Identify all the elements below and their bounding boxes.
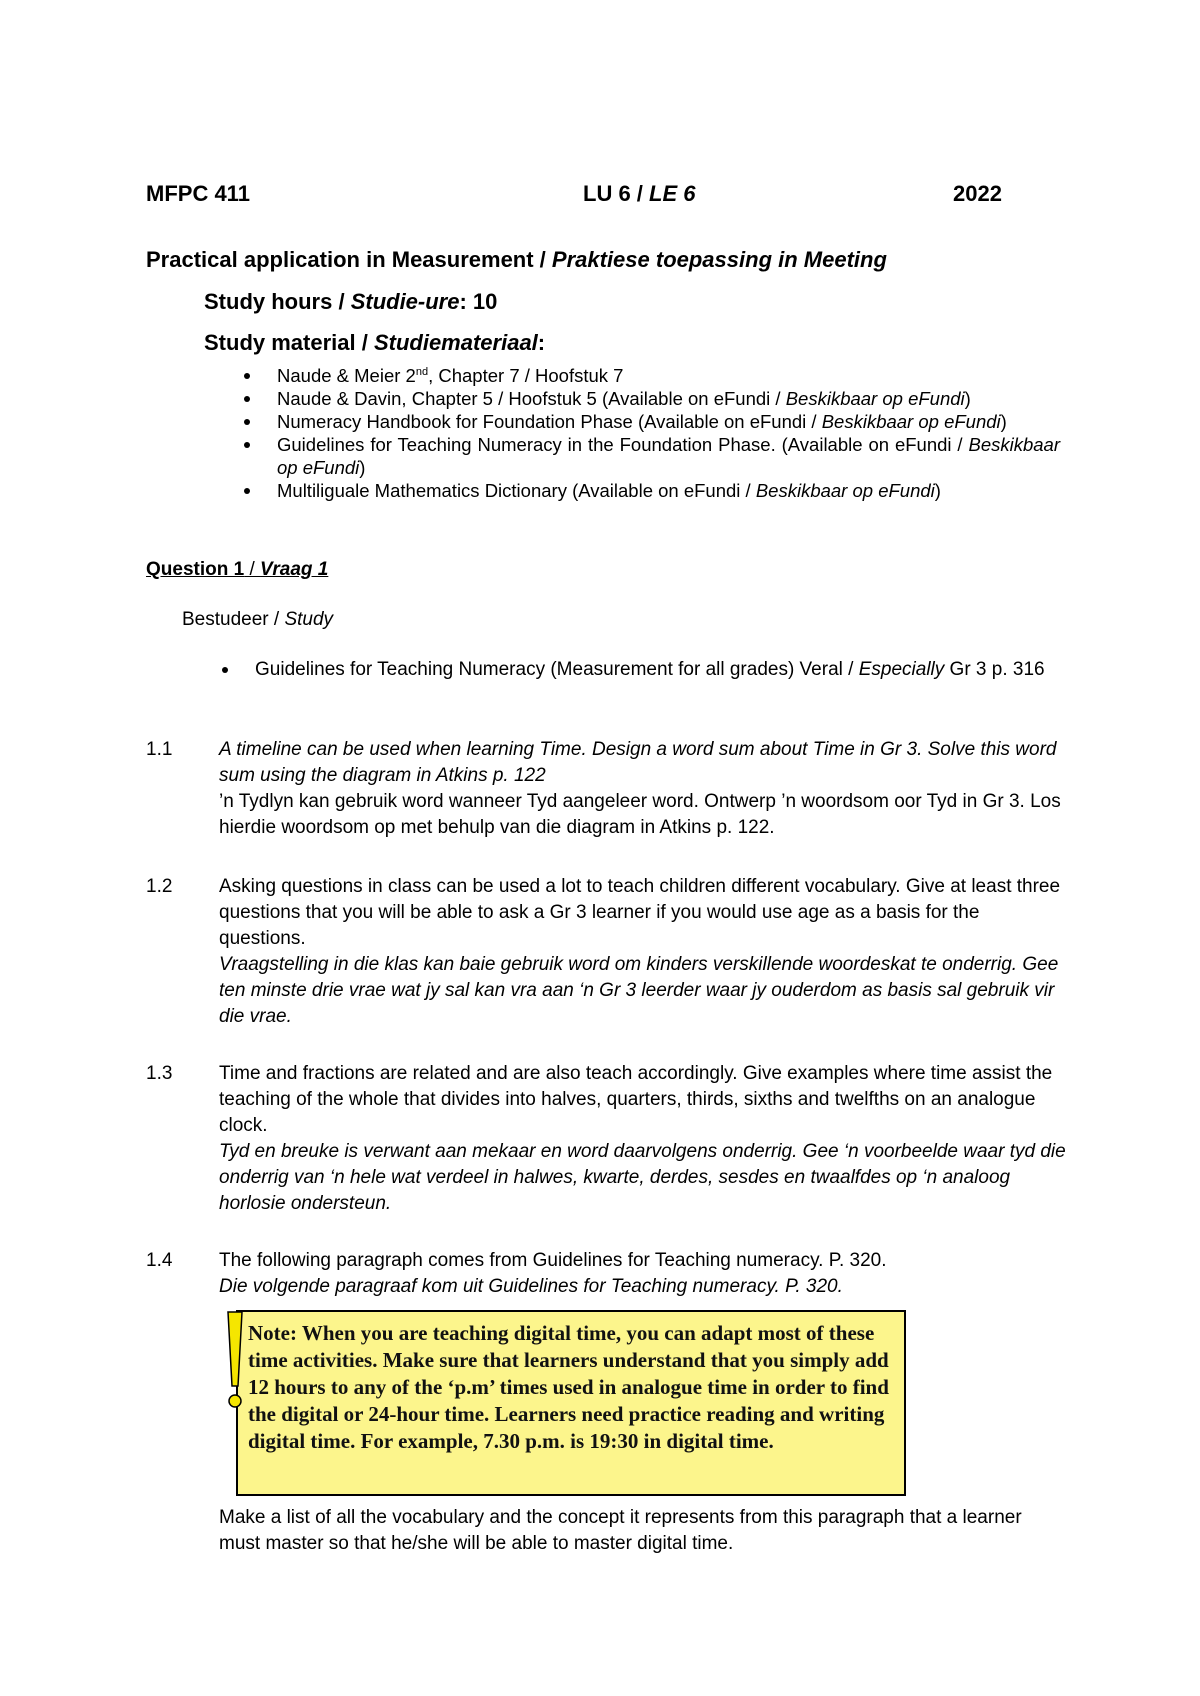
study-hours (204, 289, 497, 315)
study-bullet-italic: Especially (858, 659, 945, 680)
study-material-heading (204, 330, 545, 356)
study-hours-value: : 10 (459, 289, 498, 314)
study-material-label-af: Studiemateriaal (373, 330, 538, 355)
question-text (219, 737, 1069, 841)
material-text-end: ) (964, 388, 971, 409)
list-item (240, 479, 1060, 502)
material-text: Multiliguale Mathematics Dictionary (Available on eFundi / (277, 480, 756, 501)
material-italic: Beskikbaar op eFundi (755, 480, 935, 501)
document-year: 2022 (953, 181, 1002, 206)
material-text: Numeracy Handbook for Foundation Phase (Available on eFundi / (277, 411, 822, 432)
question-text-af: ’n Tydlyn kan gebruik word wanneer Tyd aangeleer word. Ontwerp ’n woordsom oor Tyd in Gr 3. Los hierdie woordsom op met behulp van die diagram in Atkins p. 122. (219, 791, 1061, 838)
document-header (146, 181, 1002, 211)
title-en: Practical application in Measurement / (146, 247, 552, 272)
question-text-af: Die volgende paragraaf kom uit Guidelines for Teaching numeracy. P. 320. (219, 1276, 843, 1297)
unit-label-en: LU 6 / (583, 181, 650, 206)
question-text (219, 874, 1069, 1030)
material-text: Naude & Meier 2 (277, 365, 416, 386)
note-box (236, 1310, 906, 1496)
study-material-label-en: Study material / (204, 330, 374, 355)
note-text: Note: When you are teaching digital time, you can adapt most of these time activities. Make sure that learners understand that you simply add 12 hours to any of the ‘p.m’ times used in analogue time in order to find the digital or 24-hour time. Learners need practice reading and writing digital time. For example, 7.30 p.m. is 19:30 in digital time. (248, 1321, 889, 1453)
list-item (240, 364, 1060, 387)
question-heading-separator: / (244, 559, 261, 580)
final-instruction: Make a list of all the vocabulary and the concept it represents from this paragraph that a learner must master so that he/she will be able to master digital time. (219, 1507, 1022, 1554)
material-text: Guidelines for Teaching Numeracy in the Foundation Phase. (Available on eFundi / (277, 434, 969, 455)
material-text-end: ) (1000, 411, 1007, 432)
question-text-af: Vraagstelling in die klas kan baie gebruik word om kinders verskillende woordeskat te onderrig. Gee ten minste drie vrae wat jy sal kan vra aan ‘n Gr 3 leerder waar jy ouderdom as basis sal gebruik vir die vrae. (219, 954, 1059, 1027)
exclamation-icon (224, 1308, 246, 1420)
list-item (240, 387, 1060, 410)
question-heading-en: Question 1 (146, 559, 245, 580)
study-label (182, 607, 333, 633)
material-superscript: nd (415, 365, 429, 378)
study-label-italic: Study (284, 609, 334, 630)
material-text: Naude & Davin, Chapter 5 / Hoofstuk 5 (Available on eFundi / (277, 388, 786, 409)
material-text: , Chapter 7 / Hoofstuk 7 (428, 365, 624, 386)
study-bullet-text: Guidelines for Teaching Numeracy (Measurement for all grades) Veral / (255, 659, 859, 680)
question-number: 1.1 (146, 739, 173, 760)
study-label-text: Bestudeer / (182, 609, 285, 630)
question-heading (146, 557, 328, 583)
material-text-end: ) (934, 480, 941, 501)
material-italic: Beskikbaar op eFundi (821, 411, 1001, 432)
question-text (219, 1061, 1069, 1217)
question-heading-af: Vraag 1 (260, 559, 329, 580)
study-material-list (240, 364, 1060, 502)
question-text-af: Tyd en breuke is verwant aan mekaar en word daarvolgens onderrig. Gee ‘n voorbeelde waar tyd die onderrig van ‘n hele wat verdeel in halwes, kwarte, derdes, sesdes en twaalfdes op ‘n analoog horlosie ondersteun. (219, 1141, 1066, 1214)
question-text-en: The following paragraph comes from Guidelines for Teaching numeracy. P. 320. (219, 1250, 887, 1271)
question-number: 1.4 (146, 1250, 173, 1271)
list-item (240, 410, 1060, 433)
question-text (219, 1248, 1069, 1300)
study-material-colon: : (537, 330, 546, 355)
study-hours-label-af: Studie-ure (350, 289, 460, 314)
unit-label-af: LE 6 (649, 181, 696, 206)
material-text-end: ) (359, 457, 366, 478)
study-hours-label-en: Study hours / (204, 289, 351, 314)
question-text-en: A timeline can be used when learning Time. Design a word sum about Time in Gr 3. Solve this word sum using the diagram in Atkins p. 122 (219, 739, 1057, 786)
material-italic: Beskikbaar op eFundi (277, 434, 1060, 478)
unit-label (583, 181, 695, 207)
question-text-en: Asking questions in class can be used a lot to teach children different vocabulary. Give at least three questions that you will be able to ask a Gr 3 learner if you would use age as a basis for the questions. (219, 876, 1061, 949)
course-code: MFPC 411 (146, 181, 250, 206)
question-number: 1.3 (146, 1063, 173, 1084)
list-item (240, 433, 1060, 479)
material-italic: Beskikbaar op eFundi (785, 388, 965, 409)
question-number: 1.2 (146, 876, 173, 897)
study-bullet-end: Gr 3 p. 316 (944, 659, 1045, 680)
page-title (146, 247, 1046, 273)
title-af: Praktiese toepassing in Meeting (551, 247, 887, 272)
study-bullet (218, 657, 1095, 683)
question-text-en: Time and fractions are related and are also teach accordingly. Give examples where time assist the teaching of the whole that divides into halves, quarters, thirds, sixths and twelfths on an analogue clock. (219, 1063, 1053, 1136)
